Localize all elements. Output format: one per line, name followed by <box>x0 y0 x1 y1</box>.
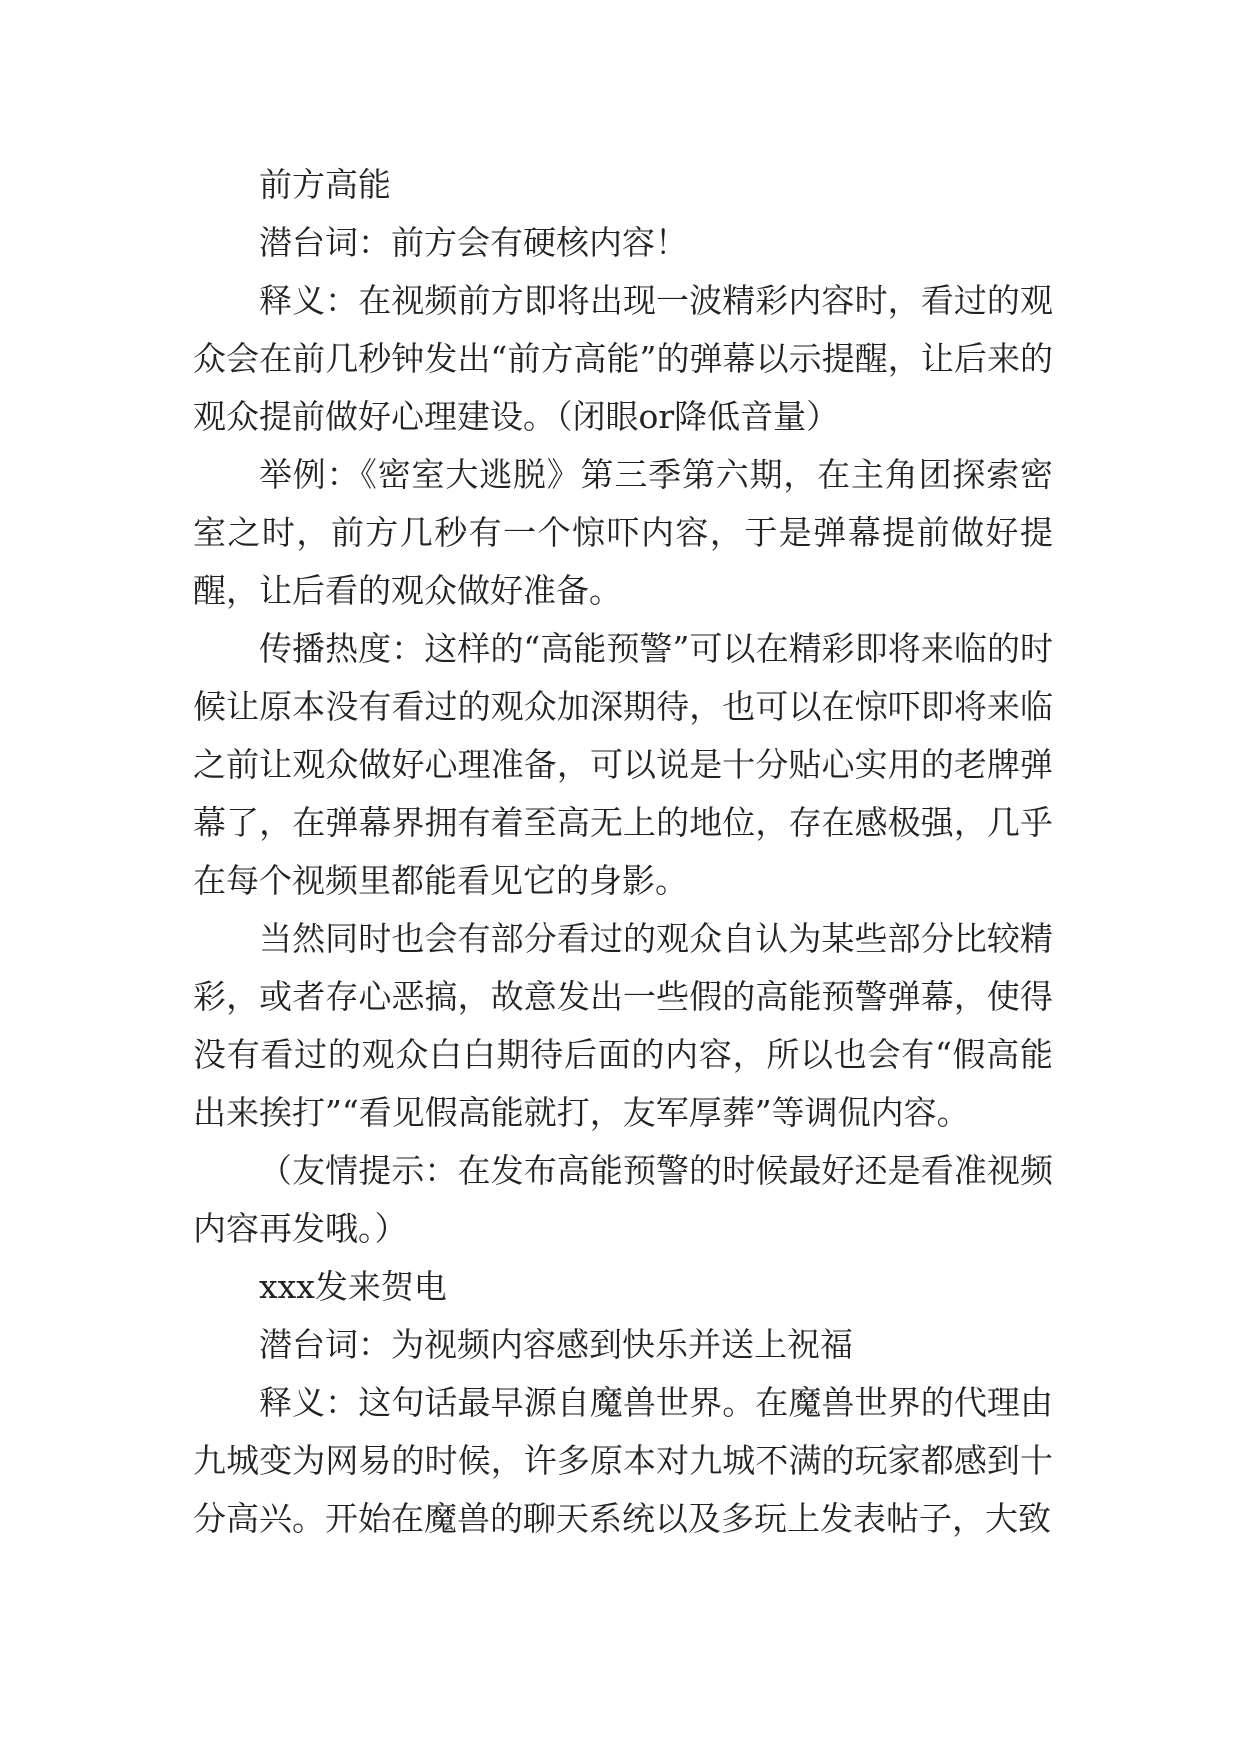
fake-warning-paragraph: 当然同时也会有部分看过的观众自认为某些部分比较精彩，或者存心恶搞，故意发出一些假的高能预警弹幕，使得没有看过的观众白白期待后面的内容，所以也会有“假高能出来挨打”“看见假高能就打，友军厚葬”等调侃内容。 <box>193 919 1053 1132</box>
heading-qianfang-gaoneng: 前方高能 <box>259 165 391 204</box>
definition-paragraph-2: 释义：这句话最早源自魔兽世界。在魔兽世界的代理由九城变为网易的时候，许多原本对九城不满的玩家都感到十分高兴。开始在魔兽的聊天系统以及多玩上发表帖子，大致 <box>193 1383 1053 1538</box>
tip-paragraph: （友情提示：在发布高能预警的时候最好还是看准视频内容再发哦。） <box>193 1151 1053 1248</box>
example-paragraph: 举例：《密室大逃脱》第三季第六期，在主角团探索密室之时，前方几秒有一个惊吓内容，于是弹幕提前做好提醒，让后看的观众做好准备。 <box>193 455 1053 610</box>
subtext-paragraph-2: 潜台词：为视频内容感到快乐并送上祝福 <box>259 1325 853 1364</box>
popularity-paragraph: 传播热度：这样的“高能预警”可以在精彩即将来临的时候让原本没有看过的观众加深期待，也可以在惊吓即将来临之前让观众做好心理准备，可以说是十分贴心实用的老牌弹幕了，在弹幕界拥有着至高无上的地位，存在感极强，几乎在每个视频里都能看见它的身影。 <box>193 629 1053 900</box>
subtext-paragraph: 潜台词：前方会有硬核内容！ <box>259 223 688 262</box>
definition-paragraph: 释义：在视频前方即将出现一波精彩内容时，看过的观众会在前几秒钟发出“前方高能”的弹幕以示提醒，让后来的观众提前做好心理建设。（闭眼or降低音量） <box>193 281 1053 436</box>
heading-congratulations: xxx发来贺电 <box>259 1267 447 1306</box>
document-body <box>193 156 1053 1548</box>
